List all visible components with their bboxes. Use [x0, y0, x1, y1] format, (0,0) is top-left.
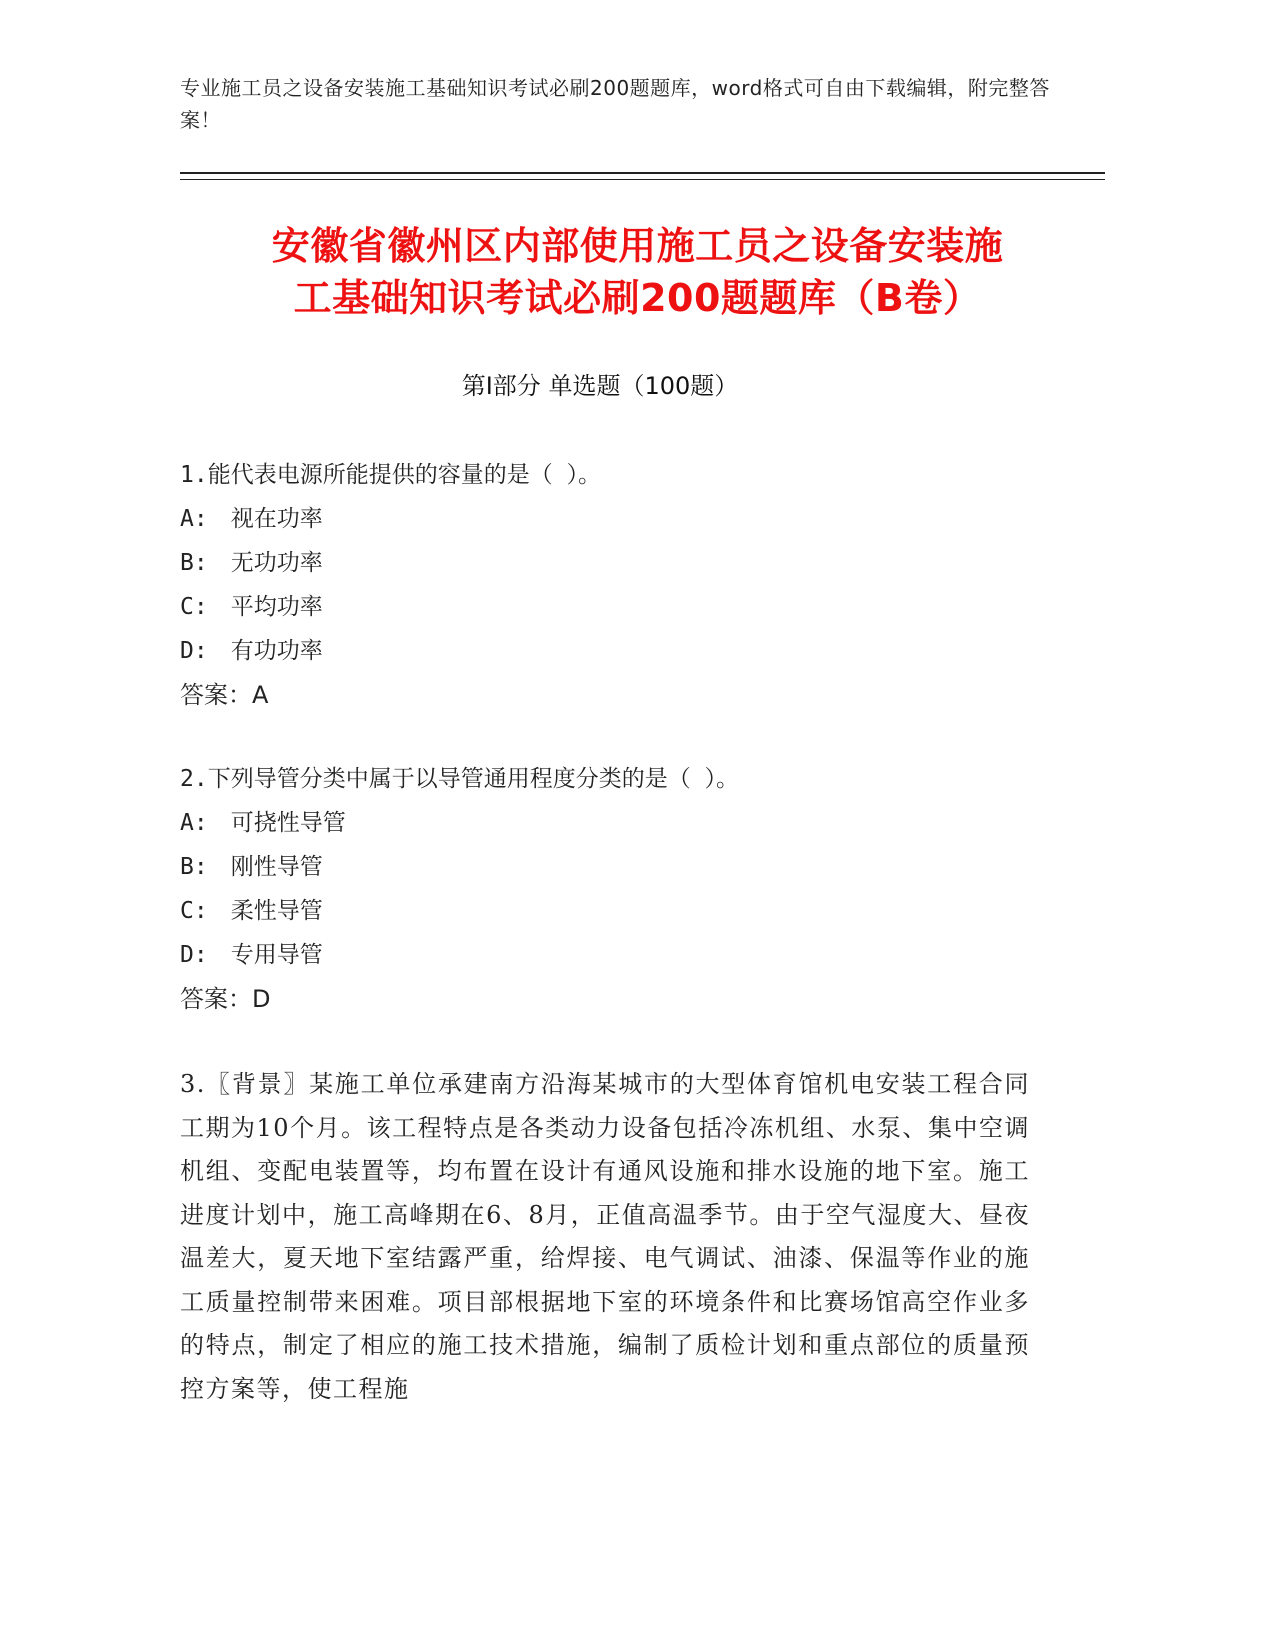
header-note: 专业施工员之设备安装施工基础知识考试必刷200题题库，word格式可自由下载编辑，附完整答案！ [180, 76, 1050, 132]
option-a: A: 可挠性导管 [180, 810, 346, 836]
title-line-2: 工基础知识考试必刷200题题库（B卷） [293, 276, 982, 320]
question-1 [180, 453, 1040, 717]
option-d: D: 有功功率 [180, 638, 323, 664]
question-2 [180, 757, 1040, 1021]
question-stem: 2.下列导管分类中属于以导管通用程度分类的是（ ）。 [180, 766, 740, 792]
option-b: B: 刚性导管 [180, 854, 323, 880]
title-line-1: 安徽省徽州区内部使用施工员之设备安装施 [271, 224, 1004, 268]
option-d: D: 专用导管 [180, 942, 323, 968]
header-divider [180, 172, 1105, 174]
answer: 答案：D [180, 985, 271, 1013]
question-stem: 1.能代表电源所能提供的容量的是（ ）。 [180, 462, 602, 488]
header-divider-thin [180, 179, 1105, 180]
answer: 答案：A [180, 681, 269, 709]
option-a: A: 视在功率 [180, 506, 323, 532]
question-3: 3.〖背景〗某施工单位承建南方沿海某城市的大型体育馆机电安装工程合同工期为10个月。该工程特点是各类动力设备包括冷冻机组、水泵、集中空调机组、变配电装置等，均布置在设计有通风设施和排水设施的地下室。施工进度计划中，施工高峰期在6、8月，正值高温季节。由于空气湿度大、昼夜温差大，夏天地下室结露严重，给焊接、电气调试、油漆、保温等作业的施工质量控制带来困难。项目部根据地下室的环境条件和比赛场馆高空作业多的特点，制定了相应的施工技术措施，编制了质检计划和重点部位的质量预控方案等，使工程施 [180, 1070, 1030, 1403]
option-b: B: 无功功率 [180, 550, 323, 576]
option-c: C: 平均功率 [180, 594, 323, 620]
section-heading: 第Ⅰ部分 单选题（100题） [461, 372, 739, 400]
document-title [150, 220, 1125, 324]
option-c: C: 柔性导管 [180, 898, 323, 924]
